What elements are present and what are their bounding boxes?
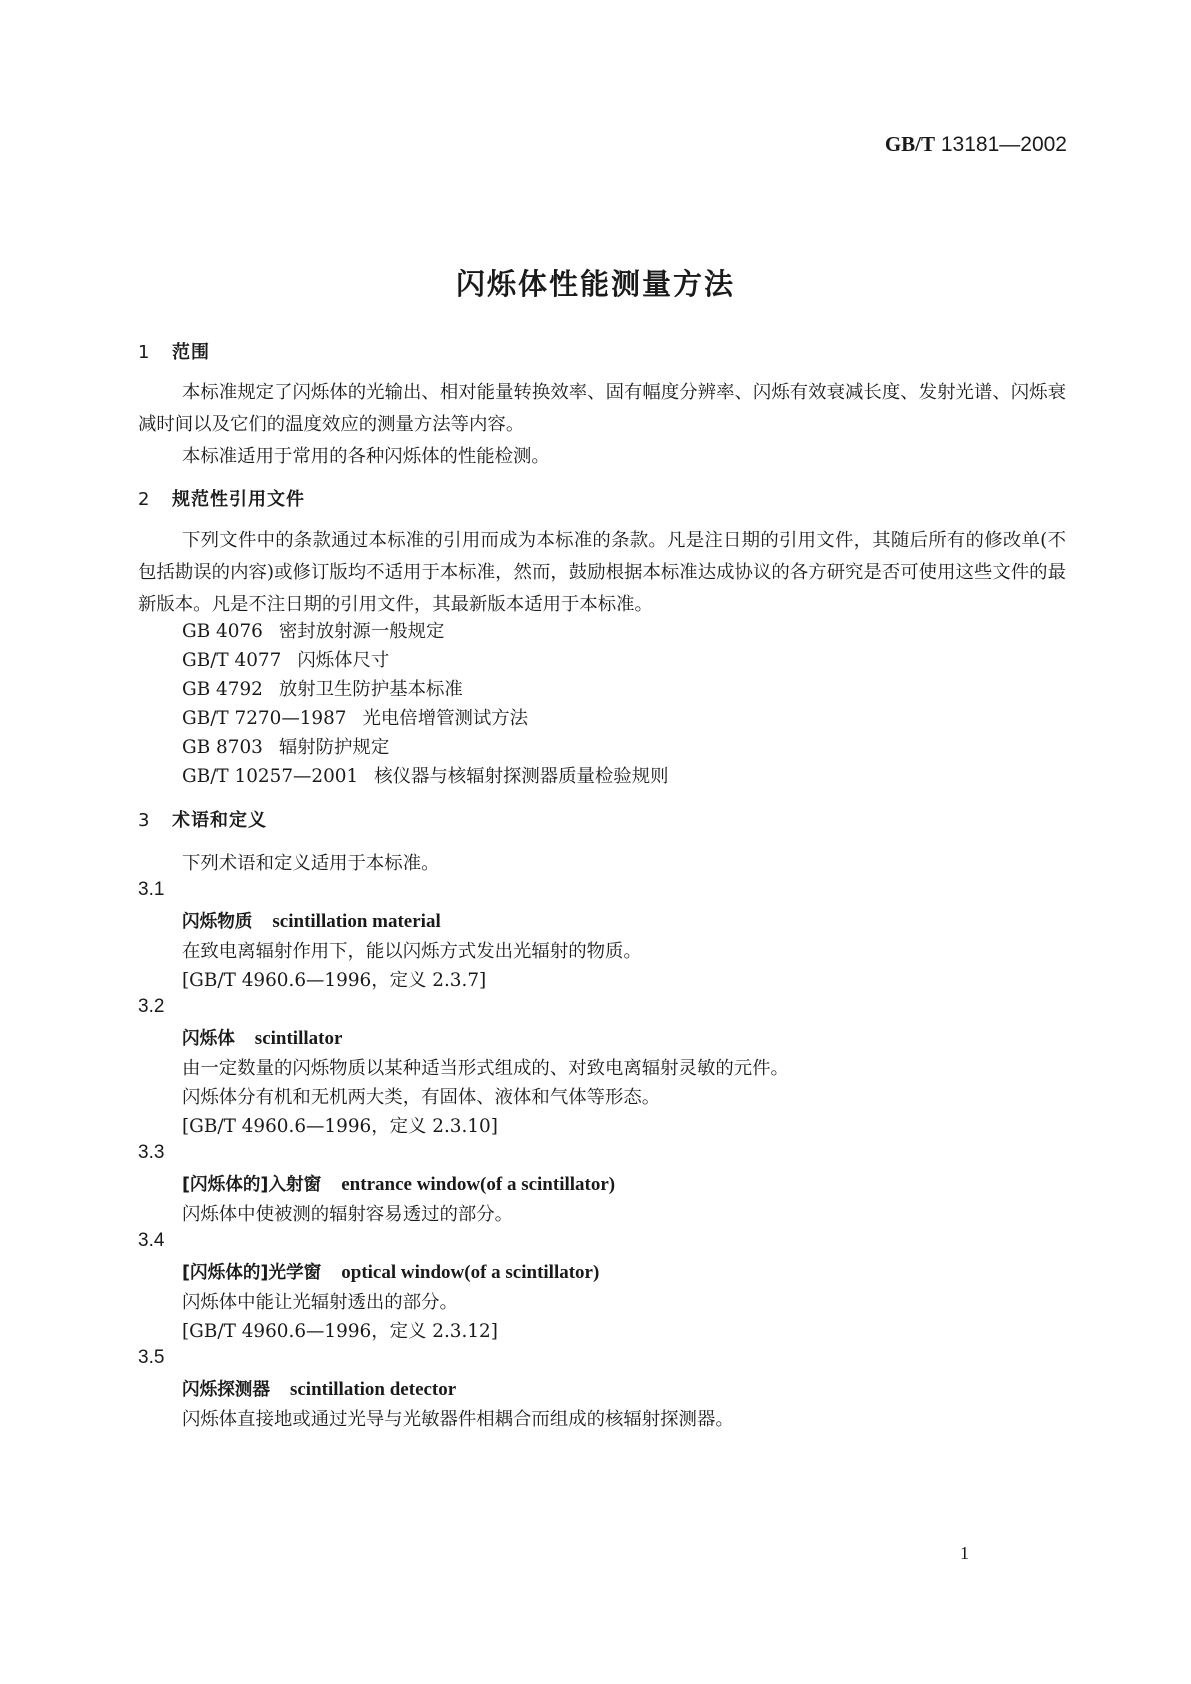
term-heading: [闪烁体的]光学窗 optical window(of a scintillator)	[182, 1262, 600, 1283]
reference-item: GB 8703 辐射防护规定	[182, 737, 390, 758]
term-definition: 在致电离辐射作用下，能以闪烁方式发出光辐射的物质。	[182, 941, 642, 962]
page-number: 1	[960, 1543, 969, 1563]
terms-intro: 下列术语和定义适用于本标准。	[182, 853, 440, 874]
reference-item: GB 4792 放射卫生防护基本标准	[182, 679, 463, 700]
clause-number: 3.3	[138, 1142, 165, 1163]
term-heading: [闪烁体的]入射窗 entrance window(of a scintillator)	[182, 1174, 616, 1195]
normative-intro-paragraph: 下列文件中的条款通过本标准的引用而成为本标准的条款。凡是注日期的引用文件，其随后所有的修改单(不包括勘误的内容)或修订版均不适用于本标准，然而，鼓励根据本标准达成协议的各方研究是否可使用这些文件的最新版本。凡是不注日期的引用文件，其最新版本适用于本标准。	[138, 530, 1066, 615]
standard-number: GB/T 13181—2002	[884, 132, 1067, 156]
term-definition: 闪烁体直接地或通过光导与光敏器件相耦合而组成的核辐射探测器。	[182, 1409, 734, 1430]
term-heading: 闪烁物质 scintillation material	[182, 911, 441, 932]
term-definition: 由一定数量的闪烁物质以某种适当形式组成的、对致电离辐射灵敏的元件。	[182, 1058, 789, 1079]
term-note: 闪烁体分有机和无机两大类，有固体、液体和气体等形态。	[182, 1087, 661, 1108]
document-title: 闪烁体性能测量方法	[455, 267, 735, 301]
reference-item: GB/T 7270—1987 光电倍增管测试方法	[182, 708, 529, 729]
reference-item: GB 4076 密封放射源一般规定	[182, 621, 445, 642]
clause-number: 3.2	[138, 996, 165, 1017]
clause-number: 3.1	[138, 879, 165, 900]
term-definition: 闪烁体中使被测的辐射容易透过的部分。	[182, 1204, 514, 1225]
section-heading-terms: 3 术语和定义	[138, 810, 267, 831]
term-source: [GB/T 4960.6—1996，定义 2.3.10]	[182, 1116, 498, 1137]
section-heading-normative-references: 2 规范性引用文件	[138, 489, 305, 510]
term-source: [GB/T 4960.6—1996，定义 2.3.7]	[182, 970, 487, 991]
clause-number: 3.4	[138, 1230, 165, 1251]
scope-paragraph-1: 本标准规定了闪烁体的光输出、相对能量转换效率、固有幅度分辨率、闪烁有效衰减长度、发射光谱、闪烁衰减时间以及它们的温度效应的测量方法等内容。	[138, 382, 1066, 435]
reference-item: GB/T 4077 闪烁体尺寸	[182, 650, 390, 671]
term-definition: 闪烁体中能让光辐射透出的部分。	[182, 1292, 458, 1313]
term-source: [GB/T 4960.6—1996，定义 2.3.12]	[182, 1321, 498, 1342]
section-heading-scope: 1 范围	[138, 342, 210, 363]
reference-item: GB/T 10257—2001 核仪器与核辐射探测器质量检验规则	[182, 766, 669, 787]
term-heading: 闪烁探测器 scintillation detector	[182, 1379, 457, 1400]
term-heading: 闪烁体 scintillator	[182, 1028, 343, 1049]
clause-number: 3.5	[138, 1347, 165, 1368]
scope-paragraph-2: 本标准适用于常用的各种闪烁体的性能检测。	[182, 446, 550, 467]
